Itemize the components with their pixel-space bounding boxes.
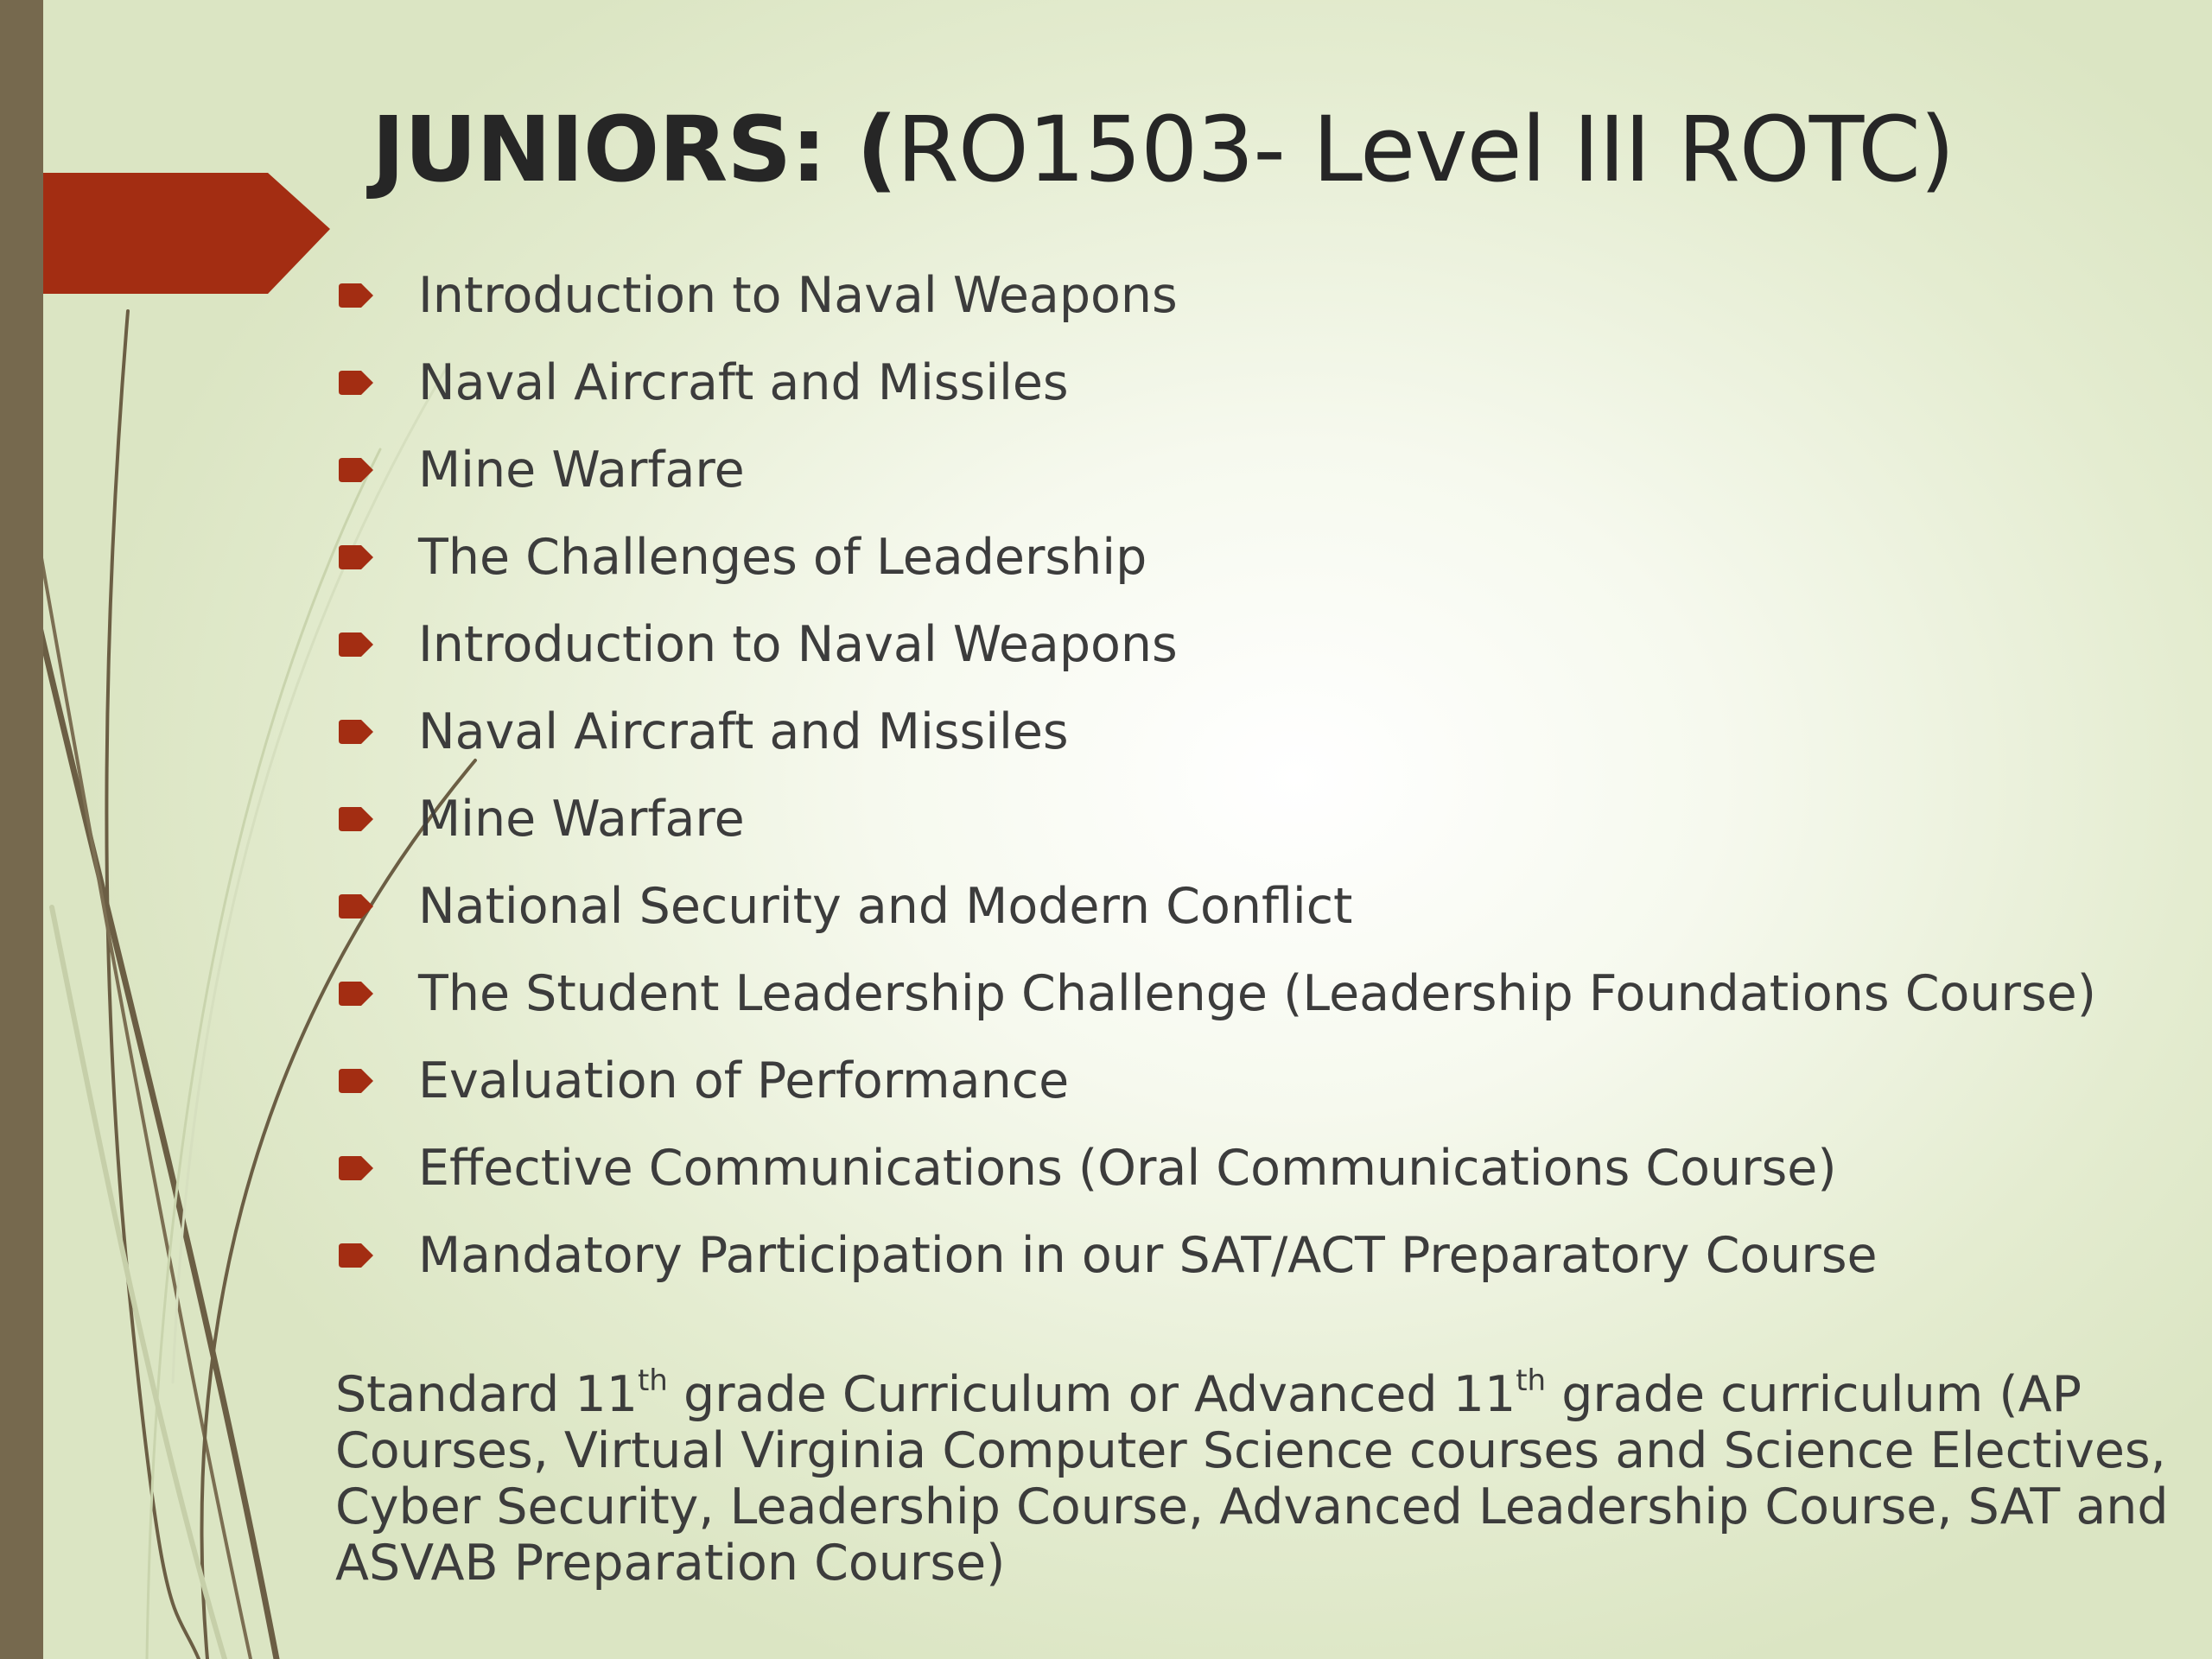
bullet-text: Naval Aircraft and Missiles [418,354,1069,411]
bullet-text: Mine Warfare [418,442,745,499]
footer-sup-1: th [637,1363,668,1398]
bullet-item [335,1130,2184,1217]
slide-title [372,93,2169,206]
arrow-bullet-icon [339,545,373,569]
bullet-text: National Security and Modern Conflict [418,878,1353,935]
bullet-text: Naval Aircraft and Missiles [418,703,1069,760]
bullet-text: Evaluation of Performance [418,1052,1070,1109]
bullet-text: Introduction to Naval Weapons [418,616,1178,673]
bullet-item [335,1217,2184,1305]
bullet-item [335,257,2184,345]
bullet-text: Introduction to Naval Weapons [418,267,1178,324]
bullet-text: Mandatory Participation in our SAT/ACT Preparatory Course [418,1227,1878,1284]
bullet-item [335,781,2184,868]
bullet-item [335,694,2184,781]
arrow-bullet-icon [339,283,373,308]
footer-part-3: grade curriculum (AP Courses, Virtual Virginia Computer Science courses and Science Electives, Cyber Security, Leadership Course, Advanced Leadership Course, SAT and ASVAB Preparation Course) [335,1366,2169,1592]
bullet-text: Effective Communications (Oral Communications Course) [418,1140,1837,1197]
bullet-item [335,432,2184,519]
left-vertical-bar [0,0,43,1659]
bullet-item [335,345,2184,432]
arrow-bullet-icon [339,720,373,744]
title-bold-part: JUNIORS: ( [372,97,897,202]
arrow-bullet-icon [339,807,373,831]
arrow-bullet-icon [339,982,373,1006]
arrow-bullet-icon [339,371,373,395]
title-regular-part: RO1503- Level III ROTC) [896,97,1955,202]
bullet-item [335,1043,2184,1130]
footer-sup-2: th [1516,1363,1547,1398]
arrow-bullet-icon [339,894,373,918]
accent-arrow-shape [0,173,330,294]
bullet-text: Mine Warfare [418,791,745,848]
arrow-bullet-icon [339,1156,373,1180]
bullet-item [335,868,2184,956]
footer-part-1: Standard 11 [335,1366,638,1423]
bullet-list [335,257,2184,1305]
curriculum-note [335,1363,2176,1592]
arrow-bullet-icon [339,1069,373,1093]
arrow-bullet-icon [339,458,373,482]
arrow-bullet-icon [339,1243,373,1268]
arrow-bullet-icon [339,632,373,657]
bullet-text: The Challenges of Leadership [418,529,1147,586]
bullet-text: The Student Leadership Challenge (Leadership Foundations Course) [418,965,2096,1022]
footer-part-2: grade Curriculum or Advanced 11 [667,1366,1516,1423]
bullet-item [335,956,2184,1043]
bullet-item [335,607,2184,694]
bullet-item [335,519,2184,607]
